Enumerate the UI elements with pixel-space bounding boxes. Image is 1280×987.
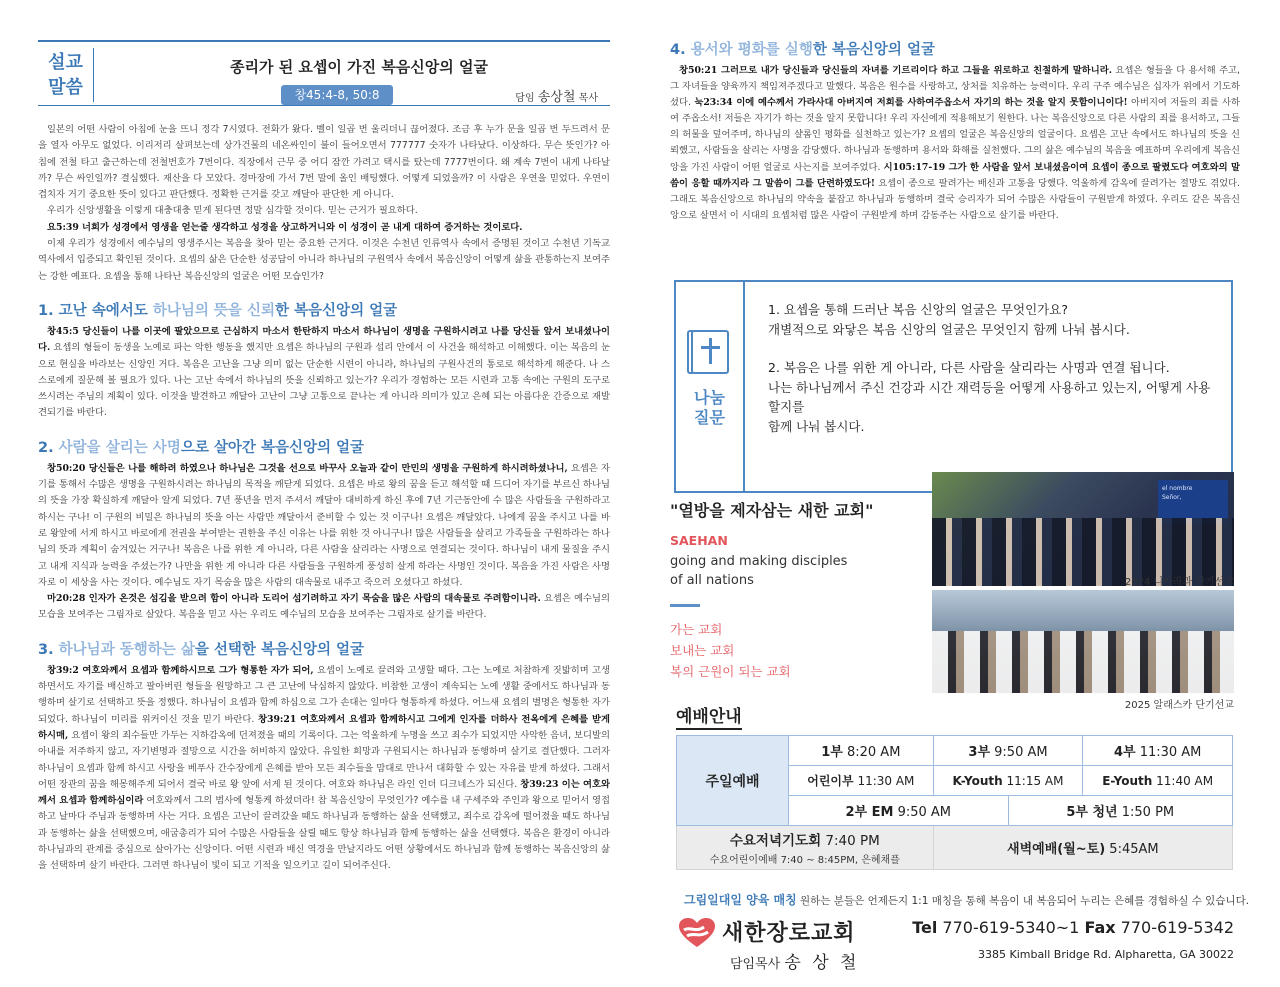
service-kids-name: 어린이부	[807, 774, 854, 788]
wednesday-main	[677, 829, 933, 849]
motto-title: "열방을 제자삼는 새한 교회"	[670, 501, 874, 520]
section-4-body-3: 요셉이 종으로 팔려가는 배신과 고통을 당했다. 억울하게 감옥에 끌려가는 절망도 겪었다. 그래도 복음신앙으로 하나님의 약속을 붙잡고 하나님과 동행하며 결국 승리자가 되어 수많은 사람들이 구원받게 하였다. 우리도 같은 복음신앙으로 살면서 이 시대의 요셉처럼 많은 사람이 구원받게 하며 감동주는 사람으로 살기를 바란다.	[670, 177, 1240, 221]
section-2-title	[38, 436, 610, 457]
service-row-weekday	[677, 826, 1233, 870]
sunday-label: 주일예배	[677, 736, 789, 826]
motto-list	[670, 619, 930, 682]
sermon-badge	[38, 48, 94, 102]
question-1-line-2: 개별적으로 와닿은 복음 신앙의 얼굴은 무엇인지 함께 나눠 봅시다.	[768, 321, 1130, 337]
service-1-name: 1부	[821, 745, 843, 760]
banner-line-2: Señor,	[1162, 494, 1182, 501]
church-motto	[670, 496, 930, 682]
intro-paragraph-2: 우리가 신앙생활을 이렇게 대충대충 믿게 된다면 정말 심각할 것이다. 믿는 근거가 필요하다.	[47, 205, 418, 217]
photo-caption-1: 2024 니카라과 단기선교	[1124, 577, 1234, 588]
intro-verse-text: 요5:39 너희가 성경에서 영생을 얻는줄 생각하고 성경을 상고하거니와 이 성경이 곧 내게 대하여 증거하는 것이로다.	[47, 221, 523, 233]
group-people	[932, 631, 1234, 693]
section-2-num: 2.	[38, 439, 54, 456]
service-row	[677, 736, 1233, 766]
section-2-text-2	[38, 591, 610, 624]
question-1	[768, 300, 1218, 339]
sharing-questions-label-area	[676, 282, 745, 491]
church-address: 3385 Kimball Bridge Rd. Alpharetta, GA 30022	[977, 948, 1234, 961]
service-2-time: 9:50 AM	[897, 805, 952, 820]
service-kyouth-time: 11:15 AM	[1006, 773, 1064, 788]
section-4-verse: 창50:21 그러므로 내가 당신들과 당신들의 자녀를 기르리이다 하고 그들을 위로하고 친절하게 말하니라.	[679, 65, 1112, 76]
discipleship-title: 그림일대일 양육 매칭	[684, 893, 797, 907]
dawn-name: 새벽예배(월~토)	[1007, 842, 1106, 857]
sharing-questions-box	[674, 280, 1233, 493]
service-5-time: 1:50 PM	[1121, 805, 1175, 820]
sermon-header	[38, 40, 610, 106]
wednesday-time: 7:40 PM	[825, 833, 880, 849]
section-4-verse-2: 눅23:34 이에 예수께서 가라사대 아버지여 저희를 사하여주옵소서 자기의 하는 것을 알지 못함이니이다!	[694, 97, 1128, 109]
section-3-verse-2: 창39:21 여호와께서 요셉과 함께하시고 그에게 인자를 더하사 전옥에게 은혜를 받게 하시매,	[38, 713, 610, 741]
section-1-num: 1.	[38, 302, 54, 319]
section-1-text	[38, 324, 610, 422]
sermon-title: 종리가 된 요셉이 가진 복음신앙의 얼굴	[230, 58, 488, 76]
sharing-questions-text	[768, 300, 1218, 436]
service-3-name: 3부	[968, 745, 991, 760]
badge-line-2: 말씀	[48, 77, 83, 98]
church-logo-icon	[678, 917, 716, 949]
service-5-name: 5부 청년	[1066, 805, 1118, 820]
motto-sub: SAEHAN	[670, 533, 728, 548]
section-1-title-b: 하나님의 뜻을 신뢰	[152, 302, 275, 319]
section-1-title-c: 한 복음신앙의 얼굴	[274, 302, 398, 319]
services-table	[676, 735, 1233, 870]
scripture-reference: 창45:4-8, 50:8	[281, 85, 393, 105]
contact-info	[912, 918, 1234, 937]
service-3	[933, 736, 1083, 766]
section-2-verse-2: 마20:28 인자가 온것은 섬김을 받으려 함이 아니라 도리어 섬기려하고 자기 목숨을 많은 사람의 대속물로 주려함이니라.	[47, 593, 541, 605]
section-2-verse: 창50:20 당신들은 나를 해하려 하였으나 하나님은 그것을 선으로 바꾸사 오늘과 같이 만민의 생명을 구원하게 하시려하셨나니,	[47, 462, 568, 474]
section-3-body: 요셉이 노예로 끌려와 고생할 때다. 그는 노예로 처참하게 짓밟히며 고생하면서도 자기를 배신하고 팔아버린 형들을 원망하고 그 큰 고난에 낙심하지 않았다. 비참한 고생이 계속되는 노예 생활 중에서도 하나님과 동행하며 살기로 선택하고 뜻을 정했다. 하나님이 요셉과 함께 하심으로 그가 손대는 일마다 형통하게 하셨다. 어느새 요셉의 별명은 형통한 자가 되었다. 하나님이 미리를 위커이신 것을 믿기 바란다.	[38, 664, 610, 725]
dawn-time: 5:45AM	[1109, 842, 1159, 857]
service-4	[1083, 736, 1233, 766]
fax-number: 770-619-5342	[1120, 918, 1234, 937]
questions-label-line-2: 질문	[694, 408, 725, 427]
wednesday-sub: 수요어린이예배 7:40 ~ 8:45PM, 은혜채플	[709, 855, 900, 866]
section-3-title-b: 을 선택한 복음신앙의 얼굴	[194, 641, 365, 658]
sermon-column	[38, 40, 610, 940]
motto-item: 보내는 교회	[670, 643, 735, 658]
service-kyouth-name: K-Youth	[952, 773, 1003, 788]
photo-caption-2: 2025 알래스카 단기선교	[1124, 700, 1234, 711]
section-3-body-3: 여호와께서 그의 범사에 형통케 하셨더라! 참 복음신앙이 무엇인가? 예수를 내 구세주와 주인과 왕으로 믿어서 영접하고 날마다 주님과 동행하며 사는 거다. 요셉은 고난이 끌려갔을 때도 하나님과 동행하는 삶을 선택했고, 죄수로 감옥에 떨어졌을 때도 하나님과 동행하는 삶을 선택했으며, 애굽총리가 되어 수많은 사람들을 살릴 때도 항상 하나님과 함께 동행하는 삶을 선택했다. 복음은 환경이 아니라 하나님과의 관계를 중심으로 살아가는 신앙이다. 어떤 시련과 배신 역경을 만날지라도 어떤 상황에서도 하나님과 함께 동행하는 복음신앙의 삶을 선택하며 살기 바란다. 그러면 하나님이 빛이 되고 기적을 일으키고 길이 되어주신다.	[38, 795, 610, 872]
sharing-questions-label	[676, 388, 743, 428]
section-3	[38, 638, 610, 875]
mission-photo-nicaragua	[932, 472, 1234, 586]
section-4-title	[670, 38, 1240, 59]
section-2-body: 요셉은 자기를 통해서 수많은 생명을 구원하시려는 하나님의 목적을 깨닫게 되었다. 요셉은 바로 왕의 꿈을 듣고 해석할 때 드디어 자기를 부르신 하나님의 뜻을 가장 확실하게 깨달아 알게 되었다. 7년 풍년을 먼저 주셔서 깨달아 대비하게 하신 후에 7년 기근동안에 수 많은 사람들을 구원하라고 하시는 구나! 이 구원의 비밀은 하나님의 뜻을 아는 사람만 깨달아서 준비할 수 있는 것 이구나! 요셉은 깨달았다. 나에게 꿈을 주시고 나를 바로 왕앞에 서게 하시고 바로에게 전권을 부여받는 권한을 주신 이유는 나를 위한 것 아니구나! 많은 사람들을 살리고 가족들을 구원하라는 하나님의 뜻과 계획이 숨겨있는 거구나! 복음은 나를 위한 게 아니라, 다른 사람을 살리라는 사명으로 연결되는 것이다. 하나님이 내게 물질을 주시고 내게 지식과 능력을 주셨는가? 나만을 위한 게 아니라 다른 사람들을 구원하게 풍성히 살게 하라는 사명인 것이다. 복음을 가진 사람은 사명자로 이 세상을 사는 것이다. 예수님도 자기 목숨을 많은 사람의 대속물로 내주고 죽으러 오셨다고 하셨다.	[38, 462, 610, 588]
wednesday-service	[677, 826, 934, 870]
fax-label: Fax	[1084, 918, 1116, 937]
motto-english	[670, 552, 930, 590]
question-1-line-1: 1. 요셉을 통해 드러난 복음 신앙의 얼굴은 무엇인가요?	[768, 302, 1068, 317]
section-2-text	[38, 461, 610, 591]
service-kyouth	[933, 766, 1083, 796]
questions-label-line-1: 나눔	[694, 388, 725, 407]
section-2-title-a: 사람을 살리는 사명	[58, 439, 181, 456]
section-4-text	[670, 63, 1240, 224]
section-3-title-a: 하나님과 동행하는 삶	[58, 641, 195, 658]
section-4-num: 4.	[670, 42, 686, 58]
service-4-time: 11:30 AM	[1139, 745, 1202, 760]
sermon-intro	[38, 122, 610, 285]
sermon-pastor	[515, 86, 598, 105]
footer-pastor-label: 담임목사	[730, 957, 781, 972]
motto-item: 복의 근원이 되는 교회	[670, 664, 791, 679]
service-1-time: 8:20 AM	[846, 745, 901, 760]
section-3-verse: 창39:2 여호와께서 요셉과 함께하시므로 그가 형통한 자가 되어,	[47, 664, 314, 676]
wednesday-name: 수요저녁기도회	[729, 833, 822, 849]
section-1-body: 요셉의 형들이 동생을 노예로 파는 악한 행동을 했지만 요셉은 하나님의 구원과 섭리 안에서 이 사건을 해석하고 이해했다. 이는 복음의 눈으로 현실을 바라보는 신앙인 거다. 복음은 고난을 그냥 의미 없는 단순한 시련이 아니라, 하나님의 구원사건의 통로로 해석하게 해준다. 나 스스로에게 질문해 볼 필요가 있다. 나는 고난 속에서 하나님의 뜻을 신뢰하고 있는가? 우리가 경험하는 모든 시련과 고통 속에는 구원의 도구로 쓰시려는 주님의 계획이 있다. 이것을 발견하고 깨달아 고난이 그냥 고통으로 끝나는 게 아니라 의미가 있고 은혜 되는 아름다운 간증으로 재발견되기를 바란다.	[38, 342, 610, 419]
intro-paragraph-3: 이제 우리가 성경에서 예수님의 영생주시는 복음을 찾아 믿는 중요한 근거다. 이것은 수천년 인류역사 속에서 증명된 것이고 수천년 기독교 역사에서 입증되고 확인된 것이다. 요셉의 삶은 단순한 성공담이 아니라 하나님의 구원역사 속에서 복음신앙이 어떻게 삶을 관통하는지 보여주는 강한 예표다. 요셉을 통해 나타난 복음신앙의 얼굴은 어떤 모습인가?	[38, 238, 610, 282]
right-column	[670, 38, 1250, 973]
section-4-title-b: 한 복음신앙의 얼굴	[812, 42, 935, 58]
section-3-num: 3.	[38, 641, 54, 658]
motto-english-line-1: going and making disciples	[670, 554, 848, 569]
pastor-name: 송상철	[537, 90, 576, 105]
pastor-suffix: 목사	[578, 93, 598, 104]
discipleship-text: 원하는 분들은 언제든지 1:1 매칭을 통해 복음이 내 복음되어 누리는 은혜를 경험하실 수 있습니다.	[800, 895, 1250, 907]
section-4-body-2: 아버지여 저들의 죄를 사하여 주옵소서! 저들은 자기가 하는 것을 알지 못합니다! 우리 자신에게 적용해보기 원한다. 나는 복음신앙으로 다른 사람의 죄를 용서하고, 그들의 허물을 덮어주며, 하나님의 샬롬인 평화를 실천하고 있는가? 요셉의 얼굴은 복음신앙의 얼굴이다. 요셉은 고난 속에서도 하나님의 뜻을 신뢰했고, 사람들을 살리는 사명을 감당했다. 하나님과 동행하며 용서와 화해를 실천했다. 그의 삶은 예수님의 복음을 예표하며 우리에게 복음신앙을 가진 사람이 어떤 얼굴로 사는지를 보여주었다.	[670, 97, 1240, 173]
service-3-time: 9:50 AM	[994, 745, 1048, 760]
section-4-body: 요셉은 형들을 다 용서해 주고, 그 자녀들을 양육까지 책임져주겠다고 말했다. 복음은 원수를 사랑하고, 상처를 치유하는 능력이다. 우리 구주 예수님은 십자가 위에서 기도하셨다.	[670, 65, 1240, 109]
service-kids-time: 11:30 AM	[857, 774, 915, 788]
section-1-verse: 창45:5 당신들이 나를 이곳에 팔았으므로 근심하지 마소서 한탄하지 마소서 하나님이 생명을 구원하시려고 나를 당신들 앞서 보내셨나이다.	[38, 325, 610, 354]
question-2-line-3: 함께 나눠 봅시다.	[768, 418, 865, 434]
bible-icon	[691, 330, 729, 374]
section-4-title-a: 용서와 평화를 실행	[690, 42, 813, 58]
section-4	[670, 38, 1240, 224]
section-1-title-a: 고난 속에서도	[58, 302, 148, 319]
section-2-title-b: 으로 살아간 복음신앙의 얼굴	[180, 439, 365, 456]
banner-line-1: el nombre	[1162, 485, 1193, 492]
motto-item: 가는 교회	[670, 622, 723, 637]
service-eyouth-name: E-Youth	[1102, 773, 1153, 788]
discipleship-note	[684, 891, 1249, 908]
intro-verse	[38, 220, 610, 236]
mission-photo-alaska	[932, 590, 1234, 693]
dawn-service	[933, 826, 1232, 870]
tel-number: 770-619-5340~1	[942, 918, 1080, 937]
service-2-name: 2부 EM	[845, 805, 894, 820]
question-2-line-2: 나는 하나님께서 주신 건강과 시간 재력등을 어떻게 사용하고 있는지, 어떻게 사용할지를	[768, 379, 1211, 414]
church-name: 새한장로교회	[722, 921, 856, 946]
section-1	[38, 299, 610, 422]
service-2-em	[789, 796, 1009, 826]
footer-pastor-name: 송 상 철	[784, 953, 860, 973]
service-5	[1008, 796, 1233, 826]
motto-divider	[670, 604, 700, 607]
section-3-verse-3: 창39:23 이는 여호와께서 요셉과 함께하심이라	[38, 778, 610, 807]
intro-paragraph-1: 일본의 어떤 사람이 아침에 눈을 뜨니 정각 7시였다. 전화가 왔다. 벨이 일곱 번 울리더니 끊어졌다. 조금 후 누가 문을 일곱 번 두드려서 문을 열자 아무도 없었다. 이리저리 살펴보는데 상가건물의 네온싸인이 불이 들어오면서 777777 숫자가 나타났다. 이상하다. 무슨 뜻인가? 아침에 전철 타고 출근하는데 전철번호가 7번이다. 직장에서 근무 중 어디 잠깐 가려고 택시를 탔는데 7777번이다. 왜 계속 7번이 내게 나타날까? 무슨 싸인일까? 결심했다. 재산을 다 모았다. 경마장에 가서 7번 말에 올인 배팅했다. 어떻게 되었을까? 이 사람은 우연을 믿었다. 우연이 겹치자 거기 중요한 뜻이 있다고 판단했다. 정확한 근거를 갖고 깨달아 판단한 게 아니다.	[38, 124, 610, 201]
section-3-body-2: 요셉이 왕의 죄수들만 가두는 지하감옥에 던져졌을 때의 기록이다. 그는 억울하게 누명을 쓰고 죄수가 되었지만 사악한 음녀, 보디발의 아내를 저주하지 않고, 자기변명과 절망으로 시간을 허비하지 않았다. 유일한 희망과 구원되시는 하나님과 동행하며 살기로 결단했다. 그러자 하나님이 요셉과 함께 하시고 사랑을 베푸사 간수장에게 은혜를 받아 모든 죄수들을 맘대로 만나서 대화할 수 있는 자유를 받게 하셨다. 그래서 어떤 장관의 꿈을 해몽해주게 되어서 결국 바로 왕 앞에 서게 된 것이다. 여호와 하나님은 라인 인더 디크네스가 되신다.	[38, 729, 610, 790]
section-4-verse-3: 시105:17-19 그가 한 사람을 앞서 보내셨음이여 요셉이 종으로 팔렸도다 여호와의 말씀이 응할 때까지라 그 말씀이 그를 단련하였도다!	[670, 161, 1240, 189]
service-1	[789, 736, 934, 766]
question-2-line-1: 2. 복음은 나를 위한 게 아니라, 다른 사람을 살리라는 사명과 연결 됩니다.	[768, 360, 1170, 375]
badge-line-1: 설교	[48, 52, 83, 73]
section-3-text	[38, 663, 610, 875]
service-kids	[789, 766, 934, 796]
section-1-title	[38, 299, 610, 320]
motto-english-line-2: of all nations	[670, 573, 754, 588]
section-3-title	[38, 638, 610, 659]
bible-spine	[687, 330, 693, 374]
service-4-name: 4부	[1113, 745, 1136, 760]
pastor-role: 담임	[515, 93, 535, 104]
services-heading: 예배안내	[676, 702, 742, 730]
service-eyouth-time: 11:40 AM	[1156, 773, 1214, 788]
section-2-body-2: 요셉은 예수님의 모습을 보여주는 그림자로 살았다. 복음을 믿고 사는 우리도 예수님의 모습을 보여주는 그림자로 살기를 바란다.	[38, 593, 610, 621]
footer-pastor	[730, 948, 859, 973]
section-2	[38, 436, 610, 624]
service-eyouth	[1083, 766, 1233, 796]
tel-label: Tel	[912, 918, 938, 937]
question-2	[768, 358, 1218, 436]
church-footer	[676, 914, 1240, 973]
